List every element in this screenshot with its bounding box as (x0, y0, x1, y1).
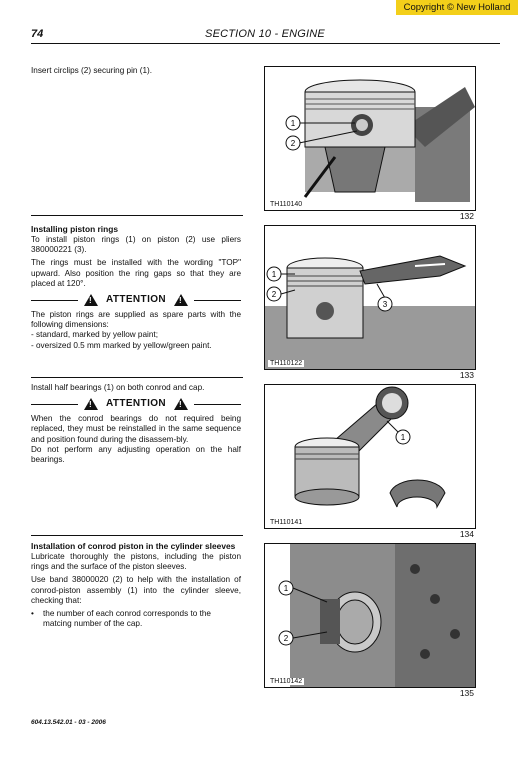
figure-135 (264, 543, 476, 688)
warning-icon (84, 398, 98, 410)
figure-code: TH110140 (270, 201, 303, 208)
attention-heading: ! ATTENTION ! (31, 398, 241, 410)
figure-code: TH110122 (270, 360, 303, 367)
separator (31, 215, 243, 216)
callout-1: 1 (283, 584, 289, 593)
figure-number: 134 (459, 529, 474, 539)
warning-icon (84, 294, 98, 306)
callout-2: 2 (283, 634, 289, 643)
step-3-paragraph: Install half bearings (1) on both conrod and cap. (31, 383, 205, 392)
section-title: SECTION 10 - ENGINE (205, 28, 325, 40)
step-4-title: Installation of conrod piston in the cylinder sleeves (31, 541, 236, 551)
attention-text-3: - oversized 0.5 mm marked by yellow/green paint. (31, 340, 212, 350)
header-rule (31, 43, 500, 44)
page-number: 74 (31, 28, 44, 40)
step-1-paragraph: Insert circlips (2) securing pin (1). (31, 66, 153, 75)
figure-number: 135 (459, 688, 474, 698)
half-bearings-illustration (265, 385, 475, 528)
warning-icon (174, 398, 188, 410)
figure-number: 132 (459, 211, 474, 221)
document-footer: 604.13.542.01 - 03 - 2006 (31, 719, 106, 726)
step-2-paragraph-1: To install piston rings (1) on piston (2) use pliers 380000221 (3). (31, 235, 241, 255)
copyright-badge: Copyright © New Holland (396, 0, 518, 15)
figure-number: 133 (459, 370, 474, 380)
attention-text-2: Do not perform any adjusting operation on the half bearings. (31, 444, 241, 465)
step-1-text (31, 66, 241, 79)
bullet-item: • the number of each conrod corresponds to the matcing number of the cap. (31, 609, 211, 629)
attention-heading: ! ATTENTION ! (31, 294, 241, 306)
warning-icon (174, 294, 188, 306)
callout-1: 1 (271, 270, 277, 279)
step-2-paragraph-2: The rings must be installed with the wording "TOP" upward. Also position the ring gaps so that they are placed at 120°. (31, 258, 241, 288)
step-4-text (31, 541, 241, 629)
callout-1: 1 (400, 433, 406, 442)
separator (31, 377, 243, 378)
step-4-paragraph-1: Lubricate thoroughly the pistons, including the piston rings and the surface of the piston sleeves. (31, 552, 241, 572)
attention-text-2: - standard, marked by yellow paint; (31, 330, 158, 340)
callout-2: 2 (271, 290, 277, 299)
callout-2: 2 (290, 139, 296, 148)
step-2-text (31, 224, 241, 351)
step-2-title: Installing piston rings (31, 224, 119, 234)
step-3-text (31, 383, 241, 465)
attention-text-1: When the conrod bearings do not required being replaced, they must be reinstalled in the same sequence and position found during the disassem-bly. (31, 414, 241, 444)
step-4-paragraph-2: Use band 38000020 (2) to help with the installation of conrod-piston assembly (1) into the cylinder sleeve, checking that: (31, 575, 241, 605)
conrod-piston-install-illustration (265, 544, 475, 687)
piston-circlip-illustration (265, 67, 475, 210)
separator (31, 535, 243, 536)
figure-134 (264, 384, 476, 529)
figure-132 (264, 66, 476, 211)
callout-3: 3 (382, 300, 388, 309)
figure-code: TH110141 (270, 519, 303, 526)
figure-code: TH110142 (270, 678, 303, 685)
figure-133 (264, 225, 476, 370)
attention-text-1: The piston rings are supplied as spare parts with the following dimensions: (31, 310, 241, 330)
piston-rings-illustration (265, 226, 475, 369)
callout-1: 1 (290, 119, 296, 128)
